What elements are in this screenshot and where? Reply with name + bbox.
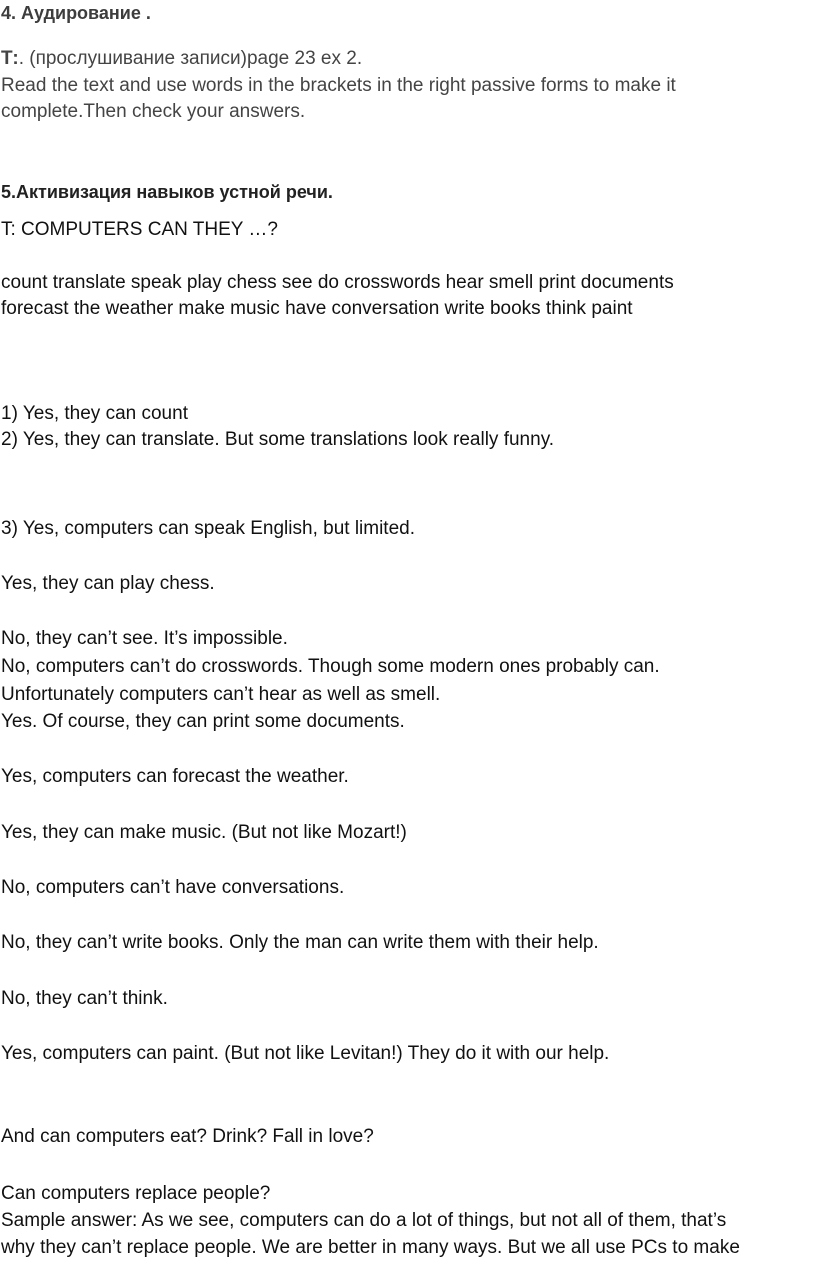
answer-line: No, computers can’t do crosswords. Though some modern ones probably can. xyxy=(1,656,660,677)
teacher-prefix: Т: xyxy=(1,48,19,69)
section4-task-line2: complete.Then check your answers. xyxy=(1,101,306,122)
answer-line: No, they can’t see. It’s impossible. xyxy=(1,628,288,649)
answer-line: Unfortunately computers can’t hear as well as smell. xyxy=(1,684,441,705)
section4-heading: 4. Аудирование . xyxy=(1,3,151,23)
section5-heading: 5.Активизация навыков устной речи. xyxy=(1,182,333,202)
words-line2: forecast the weather make music have conversation write books think paint xyxy=(1,298,633,319)
answer-line: 2) Yes, they can translate. But some translations look really funny. xyxy=(1,429,555,450)
answer-line: 3) Yes, computers can speak English, but limited. xyxy=(1,518,416,539)
answer-line: Yes. Of course, they can print some documents. xyxy=(1,711,405,732)
answer-line: Yes, they can play chess. xyxy=(1,573,215,594)
words-line1: count translate speak play chess see do crosswords hear smell print documents xyxy=(1,272,674,293)
answer-line: No, computers can’t have conversations. xyxy=(1,877,345,898)
sample-answer-line2: why they can’t replace people. We are better in many ways. But we all use PCs to make xyxy=(1,1237,740,1258)
closing-question1: And can computers eat? Drink? Fall in love? xyxy=(1,1126,374,1147)
answer-line: No, they can’t think. xyxy=(1,988,168,1009)
answer-line: Yes, computers can paint. (But not like Levitan!) They do it with our help. xyxy=(1,1043,610,1064)
answer-line: Yes, they can make music. (But not like Mozart!) xyxy=(1,822,407,843)
answer-line: No, they can’t write books. Only the man can write them with their help. xyxy=(1,932,599,953)
sample-answer-line1: Sample answer: As we see, computers can do a lot of things, but not all of them, that’s xyxy=(1,1210,727,1231)
section5-topic-line: T: COMPUTERS CAN THEY …? xyxy=(1,219,278,240)
answer-line: 1) Yes, they can count xyxy=(1,403,188,424)
teacher-text: . (прослушивание записи)page 23 ex 2. xyxy=(18,48,363,69)
section4-teacher-line xyxy=(1,46,362,72)
closing-question2: Can computers replace people? xyxy=(1,1183,271,1204)
section4-task-line1: Read the text and use words in the brackets in the right passive forms to make it xyxy=(1,75,676,96)
answer-line: Yes, computers can forecast the weather. xyxy=(1,766,349,787)
